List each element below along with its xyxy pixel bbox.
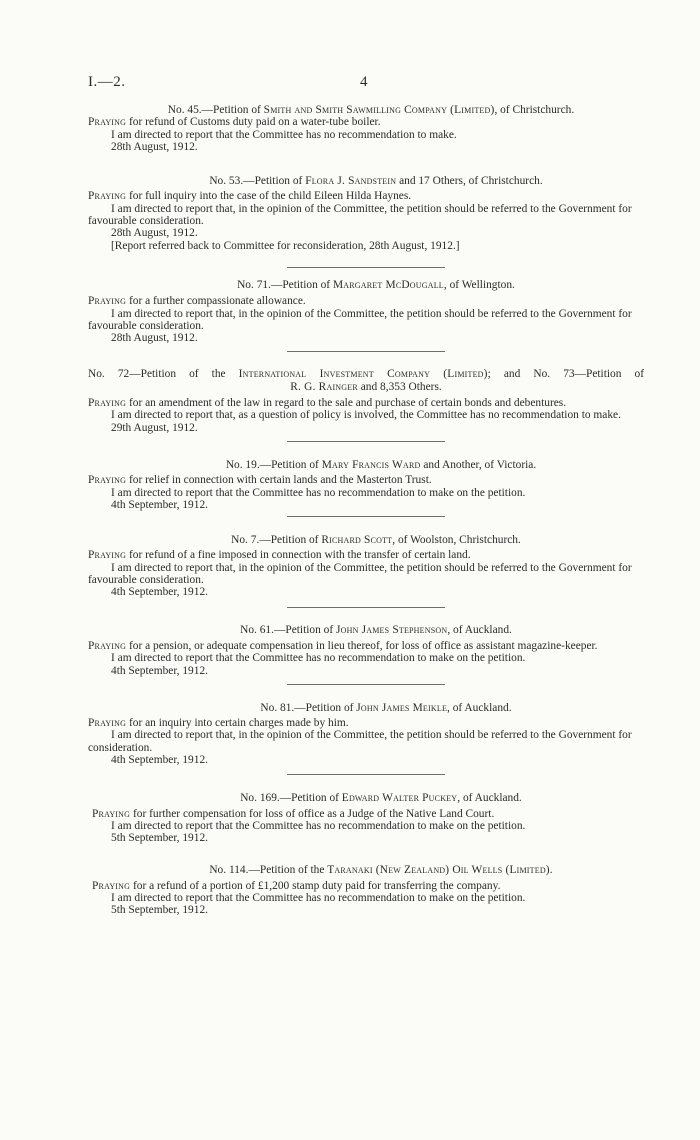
report-note: [Report referred back to Committee for reconsideration, 28th August, 1912.] [111,239,460,252]
petitioner-name: Edward Walter Puckey [341,792,458,805]
document-reference: I.—2. [88,74,126,90]
section-divider [287,351,445,352]
petitioner-name: John James Meikle [356,701,448,714]
petition-title: No. 81.—Petition of John James Meikle, of Auckland. [260,701,512,714]
petition-entry [88,534,644,598]
petition-title: No. 7.—Petition of Richard Scott, of Woolston, Christchurch. [231,534,521,547]
petitioner-name: Taranaki (New Zealand) Oil Wells (Limited) [327,864,550,877]
petitioner-name: International Investment Company (Limited) [238,368,488,381]
petition-title-continued: R. G. Rainger and 8,353 Others. [290,380,442,393]
report-text: I am directed to report that, in the opinion of the Committee, the petition should be referred to the Government for consideration. [88,729,632,754]
petition-title: No. 114.—Petition of the Taranaki (New Zealand) Oil Wells (Limited). [209,864,553,877]
petitioner-name: John James Stephenson [336,623,448,636]
praying-line: Praying for a pension, or adequate compensation in lieu thereof, for loss of office as assistant magazine-keeper. [88,639,598,652]
petitioner-name: Flora J. Sandstein [305,175,397,188]
report-text: I am directed to report that the Committee has no recommendation to make on the petition. [111,819,526,832]
report-text: I am directed to report that the Committee has no recommendation to make. [111,128,457,141]
praying-line: Praying for relief in connection with certain lands and the Masterton Trust. [88,474,432,487]
praying-line: Praying for a further compassionate allowance. [88,295,306,308]
petition-entry [88,624,644,677]
petition-entry [88,864,644,916]
praying-line: Praying for full inquiry into the case of the child Eileen Hilda Haynes. [88,190,412,203]
praying-line: Praying for refund of Customs duty paid on a water-tube boiler. [88,116,381,129]
section-divider [287,774,445,775]
report-text: I am directed to report that the Committee has no recommendation to make on the petition. [111,892,526,905]
praying-line: Praying for further compensation for loss of office as a Judge of the Native Land Court. [92,807,495,820]
petitioner-name: Mary Francis Ward [321,458,421,471]
petition-title: No. 71.—Petition of Margaret McDougall, of Wellington. [237,278,515,291]
petition-title: No. 61.—Petition of John James Stephenson, of Auckland. [240,623,512,636]
petition-entry [88,279,644,344]
petition-entry [88,368,644,433]
report-text: I am directed to report that, in the opinion of the Committee, the petition should be referred to the Government for favourable consideration. [88,561,632,587]
report-text: I am directed to report that, in the opinion of the Committee, the petition should be referred to the Government for favourable consideration. [88,307,632,332]
petition-entry [88,175,644,252]
report-date: 28th August, 1912. [111,140,198,153]
report-text: I am directed to report that the Committee has no recommendation to make on the petition. [111,652,526,665]
praying-line: Praying for a refund of a portion of £1,200 stamp duty paid for transferring the company. [92,879,501,892]
petition-entry [88,792,644,844]
petitioner-name: R. G. Rainger [290,380,358,393]
section-divider [287,267,445,268]
report-date: 29th August, 1912. [111,421,198,434]
report-date: 4th September, 1912. [111,753,208,766]
report-date: 4th September, 1912. [111,586,208,599]
report-text: I am directed to report that, in the opinion of the Committee, the petition should be referred to the Government for favourable consideration. [88,202,632,228]
petition-entry [88,104,644,153]
petition-entry [88,702,644,766]
report-date: 4th September, 1912. [111,664,208,677]
report-date: 28th August, 1912. [111,227,198,240]
page-body [88,68,644,917]
report-date: 5th September, 1912. [111,904,208,917]
report-text: I am directed to report that the Committee has no recommendation to make on the petition. [111,486,526,499]
praying-line: Praying for an amendment of the law in regard to the sale and purchase of certain bonds and debentures. [88,397,567,410]
petitioner-prefix: the [310,864,328,877]
petitioner-name: Margaret McDougall [332,278,444,291]
petitioner-name: Richard Scott [321,534,393,547]
petition-title: No. 53.—Petition of Flora J. Sandstein and 17 Others, of Christchurch. [209,175,543,188]
report-date: 4th September, 1912. [111,498,208,511]
page-number: 4 [360,74,368,90]
petition-title: No. 19.—Petition of Mary Francis Ward and Another, of Victoria. [225,458,537,471]
report-date: 5th September, 1912. [111,832,208,845]
petition-title: No. 45.—Petition of Smith and Smith Sawmilling Company (Limited), of Christchurch. [167,104,575,116]
petition-title: No. 169.—Petition of Edward Walter Puckey, of Auckland. [240,792,522,805]
petition-entry [88,459,644,511]
section-divider [287,516,445,517]
section-divider [287,684,445,685]
report-text: I am directed to report that, as a question of policy is involved, the Committee has no recommendation to make. [111,409,621,422]
praying-line: Praying for an inquiry into certain charges made by him. [88,717,349,730]
section-divider [287,441,445,442]
praying-line: Praying for refund of a fine imposed in connection with the transfer of certain land. [88,549,471,562]
petitioner-name: Smith and Smith Sawmilling Company (Limited) [263,104,495,116]
report-date: 28th August, 1912. [111,332,198,345]
petition-title: No. 72—Petition of the International Investment Company (Limited); and No. 73—Petition of [88,368,644,381]
section-divider [287,607,445,608]
